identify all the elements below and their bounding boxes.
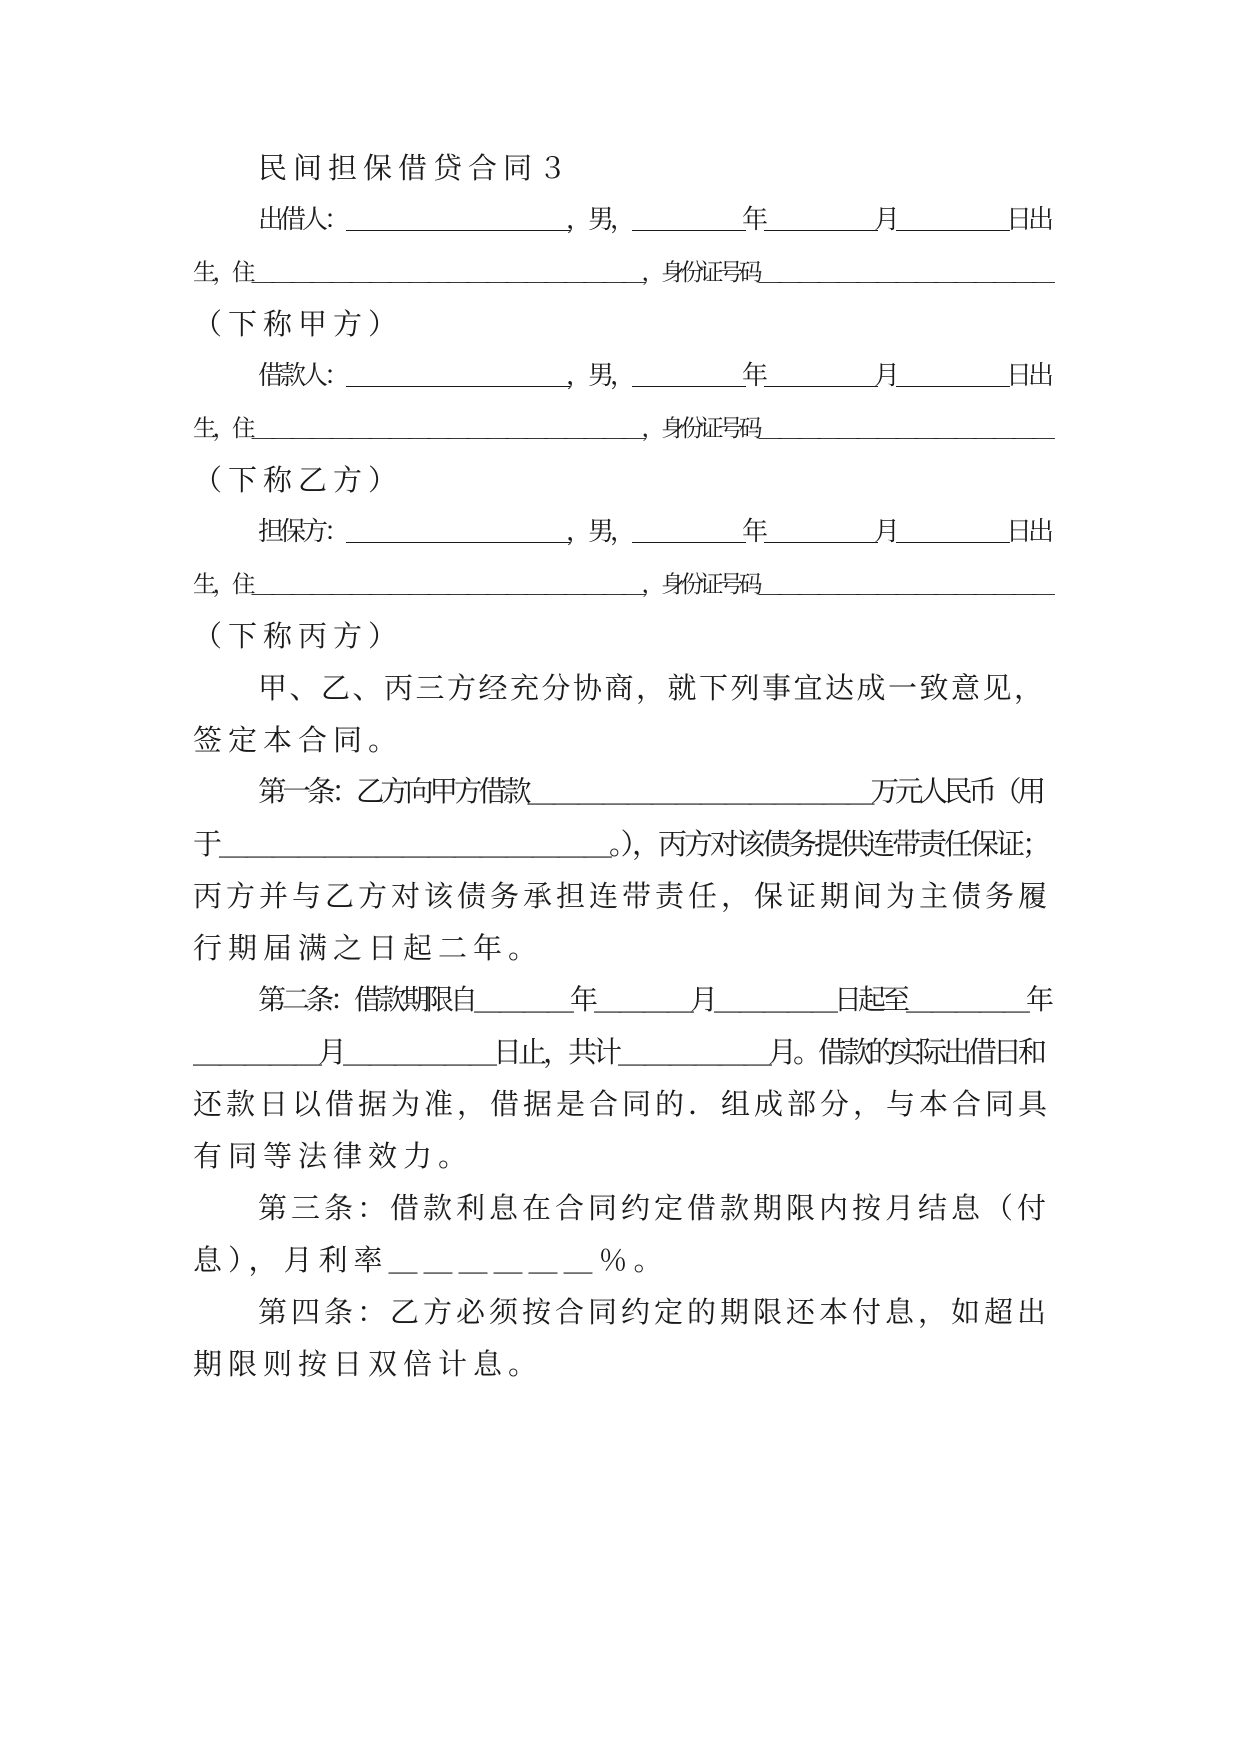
borrower-line-1: 借款人：＿＿＿＿＿＿＿＿＿＿，男，＿＿＿＿＿年＿＿＿＿＿月＿＿＿＿＿日出 bbox=[258, 361, 1051, 391]
article-3-line-2: 息），月利率＿＿＿＿＿＿％。 bbox=[193, 1243, 669, 1277]
article-2-line-4: 有同等法律效力。 bbox=[193, 1139, 474, 1173]
article-1-line-3: 丙方并与乙方对该债务承担连带责任，保证期间为主债务履 bbox=[193, 879, 1052, 913]
lender-line-3: （下称甲方） bbox=[193, 307, 404, 341]
document-title: 民间担保借贷合同３ bbox=[258, 151, 574, 185]
agreement-intro-line-2: 签定本合同。 bbox=[193, 723, 404, 757]
article-1-line-2: 于＿＿＿＿＿＿＿＿＿＿＿＿＿＿＿。），丙方对该债务提供连带责任保证； bbox=[193, 827, 1049, 861]
article-1-line-4: 行期届满之日起二年。 bbox=[193, 931, 544, 965]
article-4-line-2: 期限则按日双倍计息。 bbox=[193, 1347, 544, 1381]
guarantor-line-2: 生，住＿＿＿＿＿＿＿＿＿＿＿＿＿＿＿＿＿＿＿＿，身份证号码＿＿＿＿＿＿＿＿＿＿＿＿＿＿＿ bbox=[193, 570, 1051, 598]
lender-line-2: 生，住＿＿＿＿＿＿＿＿＿＿＿＿＿＿＿＿＿＿＿＿，身份证号码＿＿＿＿＿＿＿＿＿＿＿＿＿＿＿ bbox=[193, 258, 1051, 286]
article-1-line-1: 第一条：乙方向甲方借款＿＿＿＿＿＿＿＿＿＿＿＿＿＿万元人民币（用 bbox=[258, 775, 1043, 808]
article-2-line-2: ＿＿＿＿＿月＿＿＿＿＿＿日止，共计＿＿＿＿＿＿月。借款的实际出借日和 bbox=[193, 1035, 1044, 1069]
article-2-line-1: 第二条：借款期限自＿＿＿＿年＿＿＿＿月＿＿＿＿＿日起至＿＿＿＿＿年 bbox=[258, 983, 1051, 1016]
borrower-line-2: 生，住＿＿＿＿＿＿＿＿＿＿＿＿＿＿＿＿＿＿＿＿，身份证号码＿＿＿＿＿＿＿＿＿＿＿＿＿＿＿ bbox=[193, 414, 1051, 442]
guarantor-line-3: （下称丙方） bbox=[193, 619, 404, 653]
borrower-line-3: （下称乙方） bbox=[193, 463, 404, 497]
article-3-line-1: 第三条：借款利息在合同约定借款期限内按月结息（付 bbox=[258, 1191, 1051, 1225]
lender-line-1: 出借人：＿＿＿＿＿＿＿＿＿＿，男，＿＿＿＿＿年＿＿＿＿＿月＿＿＿＿＿日出 bbox=[258, 205, 1051, 235]
agreement-intro-line-1: 甲、乙、丙三方经充分协商，就下列事宜达成一致意见， bbox=[258, 671, 1046, 705]
article-2-line-3: 还款日以借据为准，借据是合同的．组成部分，与本合同具 bbox=[193, 1087, 1052, 1121]
article-4-line-1: 第四条：乙方必须按合同约定的期限还本付息，如超出 bbox=[258, 1295, 1051, 1329]
guarantor-line-1: 担保方：＿＿＿＿＿＿＿＿＿＿，男，＿＿＿＿＿年＿＿＿＿＿月＿＿＿＿＿日出 bbox=[258, 517, 1051, 547]
